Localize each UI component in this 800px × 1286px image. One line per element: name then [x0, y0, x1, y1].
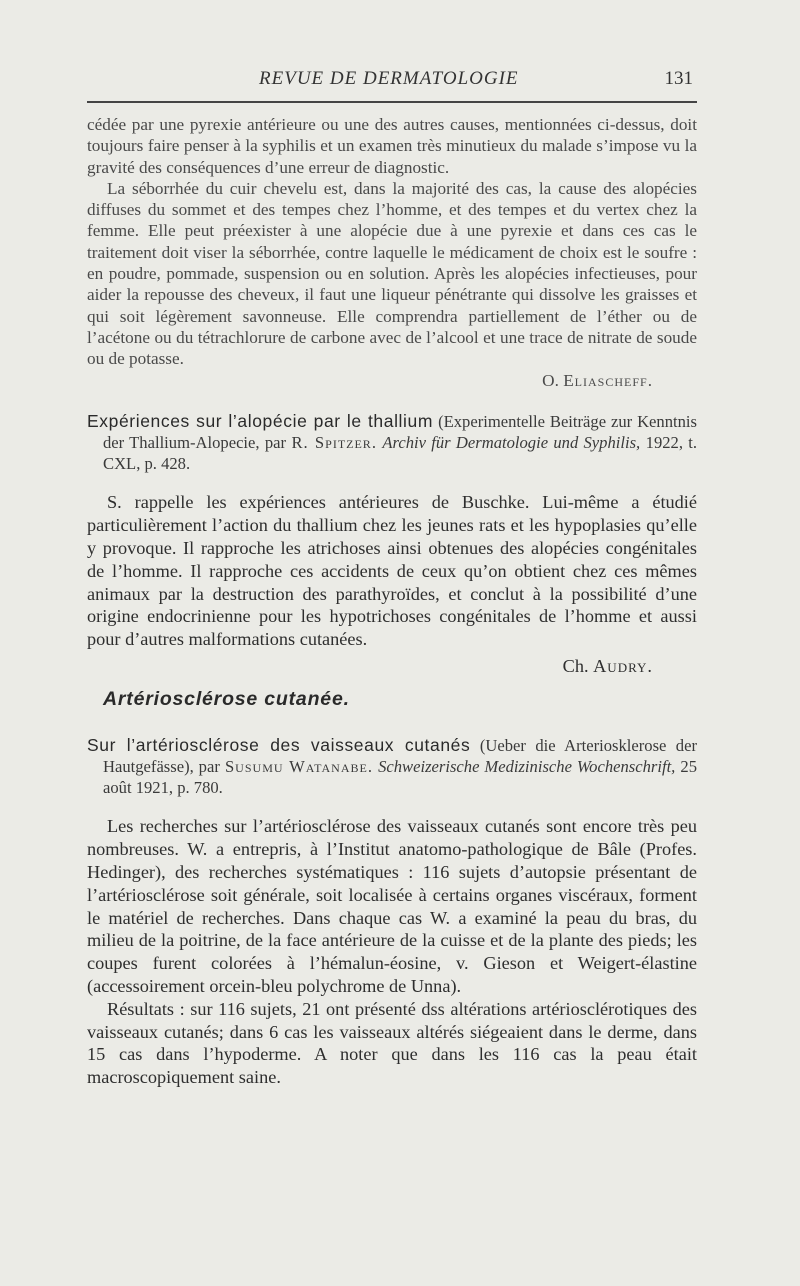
page-number: 131	[664, 68, 693, 89]
section-heading: Artériosclérose cutanée.	[103, 687, 350, 710]
article-watanabe-reference	[87, 735, 697, 799]
author-name: Eliascheff.	[563, 370, 653, 390]
author-name: Audry.	[593, 656, 653, 677]
paragraph: La séborrhée du cuir chevelu est, dans la majorité des cas, la cause des alopécies diffuses du sommet et des tempes chez l’homme, et des tempes et du vertex chez la femme. Elle peut préexister à une alopécie due à une pyrexie et dans ces cas le traitement doit viser la séborrhée, contre laquelle le médicament de choix est le soufre : en poudre, pommade, suspension ou en solution. Après les alopécies infectieuses, pour aider la repousse des cheveux, il faut une liqueur pénétrante qui dissolve les graisses et qui soit légèrement savonneuse. Elle comprendra partiellement de l’éther ou de l’acétone ou du tétrachlorure de carbone avec de l’alcool et une trace de nitrate de soude ou de potasse.	[87, 178, 697, 369]
author-signature	[87, 655, 697, 678]
reference-journal: Schweizerische Medizinische Wochenschrift,	[378, 757, 676, 777]
article-title: Sur l’artériosclérose des vaisseaux cutanés	[87, 734, 471, 755]
reference-author: Susumu Watanabe.	[224, 757, 373, 777]
header-rule	[87, 101, 697, 103]
author-signature	[87, 370, 697, 391]
author-initial: O.	[542, 370, 559, 390]
paragraph: Les recherches sur l’artériosclérose des vaisseaux cutanés sont encore très peu nombreuses. W. a entrepris, à l’Institut anatomo-pathologique de Bâle (Profes. Hedinger), des recherches systématiques : 116 sujets d’autopsie présentant de l’artériosclérose soit générale, soit localisée à certains organes viscéraux, forment le matériel de recherches. Dans chaque cas W. a examiné la peau du bras, du milieu de la poitrine, de la face antérieure de la cuisse et de la plante des pieds; les coupes furent colorées à l’hémalun-éosine, v. Gieson et Weigert-élastine (accessoirement orcein-bleu polychrome de Unna).	[87, 816, 697, 997]
page-header	[87, 68, 697, 92]
paragraph: S. rappelle les expériences antérieures de Buschke. Lui-même a étudié particulièrement l’action du thallium chez les jeunes rats et les hypoplasies qu’elle y provoque. Il rapproche les atrichoses ainsi obtenues des alopécies congénitales de l’homme. Il rapproche ces accidents de ceux qu’on obtient chez ces mêmes animaux par la destruction des parathyroïdes, et conclut à la possibilité d’une origine endocrinienne pour les hypotrichoses congénitales de l’homme et aussi pour d’autres malformations cutanées.	[87, 492, 697, 650]
article-watanabe-body	[87, 815, 697, 1089]
article-spitzer-body	[87, 491, 697, 677]
reference-prefix: (Experimentelle Beiträge zur Kenntnis der Thallium-Alopecie, par	[103, 411, 697, 453]
article-spitzer-reference	[87, 411, 697, 475]
paragraph: cédée par une pyrexie antérieure ou une des autres causes, mentionnées ci-dessus, doit toujours faire penser à la syphilis et un examen très minutieux du malade s’impose vu la gravité des conséquences d’une erreur de diagnostic.	[87, 115, 697, 177]
page-body	[87, 114, 697, 1089]
article-eliascheff	[87, 114, 697, 391]
paragraph: Résultats : sur 116 sujets, 21 ont présenté dss altérations artériosclérotiques des vaisseaux cutanés; dans 6 cas les vaisseaux altérés siégeaient dans le derme, dans 15 cas dans l’hypoderme. A noter que dans les 116 cas la peau était macroscopiquement saine.	[87, 998, 697, 1088]
reference-prefix: (Ueber die Arteriosklerose der Hautgefässe), par	[103, 735, 697, 777]
article-title: Expériences sur l’alopécie par le thallium	[87, 410, 434, 431]
reference-details: 25 août 1921, p. 780.	[103, 757, 697, 798]
reference-author: R. Spitzer.	[291, 433, 377, 453]
author-initial: Ch.	[562, 656, 589, 677]
reference-details: 1922, t. CXL, p. 428.	[103, 433, 698, 474]
running-head: REVUE DE DERMATOLOGIE	[259, 68, 519, 89]
reference-journal: Archiv für Dermatologie und Syphilis,	[382, 433, 641, 453]
